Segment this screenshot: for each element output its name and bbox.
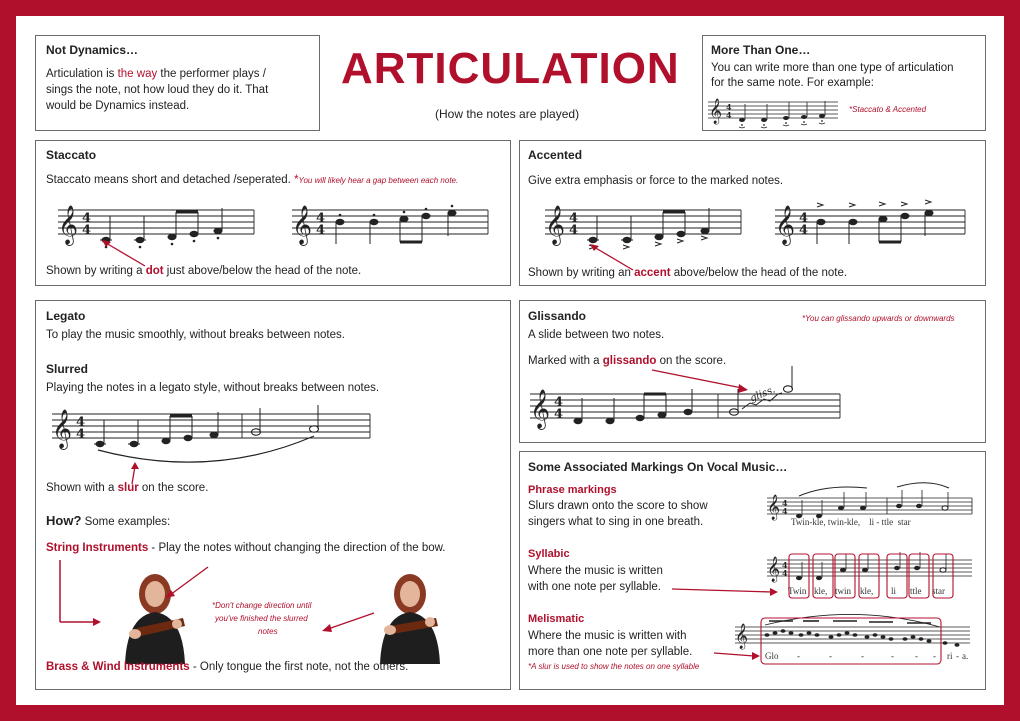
accented-staff-2	[775, 200, 970, 245]
staccato-staff-2	[292, 200, 492, 245]
svg-text:4: 4	[82, 211, 92, 226]
lyric: -	[809, 517, 813, 527]
melismatic-text1: Where the music is written with	[528, 630, 687, 642]
svg-text:4: 4	[316, 223, 326, 238]
svg-text:𝄞: 𝄞	[735, 624, 749, 649]
glissando-heading: Glissando	[528, 309, 587, 323]
melismatic-note: *A slur is used to show the notes on one syllable	[528, 662, 700, 671]
lyric: Glo	[765, 651, 779, 661]
svg-text:4: 4	[569, 211, 579, 226]
lyric: -	[797, 651, 800, 661]
lyric: twin	[827, 517, 844, 527]
lyric: -	[915, 651, 918, 661]
lyric: kle,	[812, 517, 826, 527]
highlight-the-way: the way	[117, 68, 158, 80]
svg-text:4: 4	[554, 407, 564, 422]
svg-text:4: 4	[569, 223, 579, 238]
staccato-accent-staff	[708, 96, 843, 131]
lyric: ri	[947, 651, 953, 661]
text: Shown by writing a	[46, 265, 146, 277]
string-label: String Instruments	[46, 542, 149, 554]
staccato-text	[46, 174, 458, 186]
svg-text:𝄞: 𝄞	[767, 557, 781, 582]
lyric: -	[933, 651, 936, 661]
staccato-arrow	[100, 238, 150, 268]
svg-text:𝄞: 𝄞	[58, 205, 79, 245]
phrase-staff	[767, 484, 977, 519]
svg-text:4: 4	[554, 395, 564, 410]
svg-text:4: 4	[782, 506, 788, 516]
svg-text:𝄞: 𝄞	[545, 205, 566, 245]
svg-text:4: 4	[726, 110, 732, 120]
staccato-shown	[46, 265, 361, 277]
glissando-text: A slide between two notes.	[528, 329, 665, 341]
lyric: Twin	[791, 517, 810, 527]
svg-text:4: 4	[782, 568, 788, 578]
not-dynamics-heading: Not Dynamics…	[46, 43, 139, 57]
legato-text: To play the music smoothly, without breaks between notes.	[46, 329, 345, 341]
svg-text:4: 4	[76, 427, 86, 442]
syllabic-arrow	[672, 583, 782, 597]
dot-word: dot	[145, 265, 164, 277]
vocal-heading: Some Associated Markings On Vocal Music…	[528, 460, 788, 474]
svg-text:4: 4	[82, 223, 92, 238]
gliss-word: gliss.	[748, 384, 777, 405]
svg-text:4: 4	[799, 211, 809, 226]
accented-shown	[528, 267, 847, 279]
melismatic-text2: more than one note per syllable.	[528, 646, 693, 658]
lyric: li	[891, 586, 897, 596]
glissando-note: *You can glissando upwards or downwards	[802, 314, 955, 323]
svg-text:𝄞: 𝄞	[52, 409, 73, 449]
how-line	[46, 513, 170, 528]
accent-word: accent	[634, 267, 671, 279]
svg-text:4: 4	[316, 211, 326, 226]
lyric: a.	[962, 651, 969, 661]
staccato-note: You will likely hear a gap between each note.	[298, 176, 459, 185]
text: Shown by writing an	[528, 267, 635, 279]
text: Shown with a	[46, 482, 118, 494]
slur-staff	[52, 400, 382, 465]
phrase-text2: singers what to sing in one breath.	[528, 516, 704, 528]
lyric: -	[891, 651, 894, 661]
syllabic-text2: with one note per syllable.	[528, 581, 661, 593]
lyric: ttle	[881, 517, 894, 527]
lyric: -	[829, 651, 832, 661]
svg-text:𝄞: 𝄞	[292, 205, 313, 245]
text: Marked with a	[528, 355, 603, 367]
brass-label: Brass & Wind Instruments	[46, 661, 190, 673]
lyric: Twin	[788, 586, 807, 596]
staccato-heading: Staccato	[46, 148, 97, 162]
lyric: kle,	[846, 517, 861, 527]
phrase-lyrics	[791, 517, 911, 527]
bow-arrow-2	[318, 605, 378, 635]
accented-staff-1	[545, 200, 745, 250]
bow-note-line3: notes	[258, 627, 278, 636]
not-dynamics-line3: would be Dynamics instead.	[46, 100, 190, 112]
svg-text:4: 4	[726, 102, 732, 112]
glissando-marked	[528, 355, 726, 367]
lyric: -	[861, 651, 864, 661]
svg-text:4: 4	[799, 223, 809, 238]
slurred-heading: Slurred	[46, 362, 89, 376]
lyric: kle,	[814, 586, 828, 596]
how-heading: How?	[46, 513, 82, 528]
text: just above/below the head of the note.	[163, 265, 362, 277]
svg-text:4: 4	[782, 498, 788, 508]
syllabic-text1: Where the music is written	[528, 565, 663, 577]
violinist-image-2	[370, 564, 460, 664]
glissando-word: glissando	[602, 355, 657, 367]
text: the performer plays /	[157, 68, 266, 80]
text: - Only tongue the first note, not the others.	[189, 661, 409, 673]
slur-word: slur	[117, 482, 139, 494]
melismatic-label: Melismatic	[528, 613, 585, 625]
staccato-staff-1	[58, 200, 258, 245]
lyric: star	[932, 586, 945, 596]
accented-text: Give extra emphasis or force to the marked notes.	[528, 175, 784, 187]
text: on the score.	[138, 482, 209, 494]
more-than-one-line2: for the same note. For example:	[711, 77, 874, 89]
lyric: star	[897, 517, 911, 527]
svg-text:𝄞: 𝄞	[530, 389, 551, 429]
syllabic-label: Syllabic	[528, 548, 570, 560]
not-dynamics-line2: sings the note, not how loud they do it. That	[46, 84, 269, 96]
legato-heading: Legato	[46, 309, 86, 323]
brass-line	[46, 661, 408, 673]
text: Staccato means short and detached /seperated.	[46, 174, 295, 186]
star: *	[294, 174, 299, 186]
page-title: ARTICULATION	[341, 44, 680, 93]
text: - Play the notes without changing the direction of the bow.	[148, 542, 446, 554]
bow-note-line1: *Don't change direction until	[212, 601, 312, 610]
bow-arrow-1	[162, 565, 212, 600]
glissando-staff	[530, 384, 850, 434]
svg-text:𝄞: 𝄞	[767, 495, 781, 520]
text: Some examples:	[81, 516, 171, 528]
string-bracket-arrow	[55, 560, 105, 630]
text: Articulation is	[46, 68, 118, 80]
accented-heading: Accented	[528, 148, 583, 162]
svg-text:𝄞: 𝄞	[775, 205, 796, 245]
more-than-one-note: *Staccato & Accented	[849, 105, 927, 114]
lyric: kle,	[860, 586, 874, 596]
text: on the score.	[656, 355, 727, 367]
text: above/below the head of the note.	[670, 267, 848, 279]
more-than-one-heading: More Than One…	[711, 43, 811, 57]
not-dynamics-line1	[46, 68, 266, 80]
lyric: -	[843, 517, 847, 527]
page-subtitle: (How the notes are played)	[435, 107, 580, 121]
slur-shown	[46, 482, 208, 494]
svg-text:𝄞: 𝄞	[709, 99, 723, 124]
bow-note-line2: you've finished the slurred	[215, 614, 308, 623]
lyric: -	[956, 651, 959, 661]
slurred-text: Playing the notes in a legato style, without breaks between notes.	[46, 382, 380, 394]
lyric: li	[869, 517, 875, 527]
string-line	[46, 542, 446, 554]
svg-text:4: 4	[76, 415, 86, 430]
lyric: twin	[835, 586, 852, 596]
phrase-label: Phrase markings	[528, 484, 617, 496]
lyric: ttle	[910, 586, 922, 596]
phrase-text1: Slurs drawn onto the score to show	[528, 500, 708, 512]
lyric: -	[876, 517, 880, 527]
more-than-one-line1: You can write more than one type of articulation	[711, 62, 954, 74]
svg-text:4: 4	[782, 560, 788, 570]
